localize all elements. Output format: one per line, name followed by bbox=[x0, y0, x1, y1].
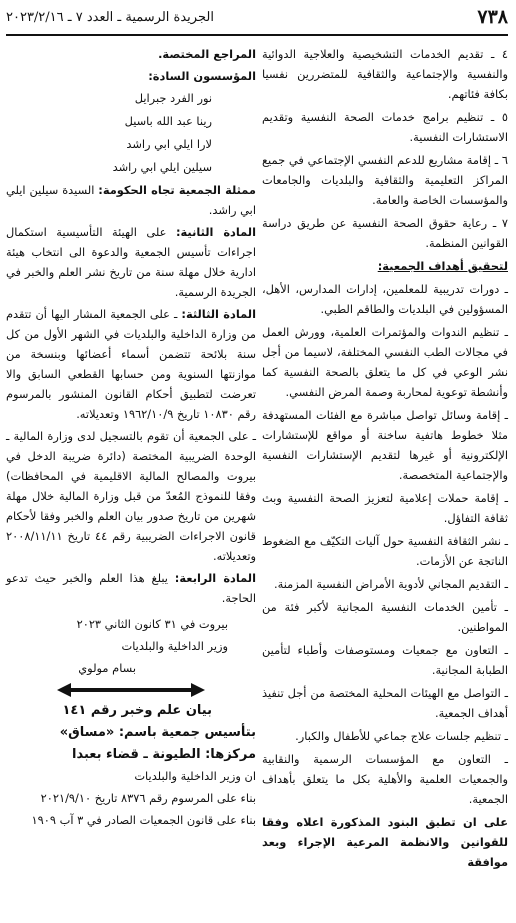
legal-basis-1: بناء على المرسوم رقم ٨٣٧٦ تاريخ ٢٠٢١/٩/١٠ bbox=[40, 791, 256, 805]
closing-paragraph: على ان تطبق البنود المذكورة اعلاه وفقا للقوانين والانظمة المرعية الإجراء وبعد موافقة bbox=[262, 815, 508, 869]
paragraph: ـ التعاون مع جمعيات ومستوصفات وأطباء لتأمين الطبابة المجانية. bbox=[262, 643, 508, 677]
article-3-text: ـ على الجمعية المشار اليها أن تتقدم من وزارة الداخلية والبلديات في الشهر الأول من كل سنة بلائحة تتضمن أسماء أعضائها وبنسخة من موازنتها السنوية ومن حسابها القطعي السابق والا تعرضت لتطبيق أحكام القانون المنشور بالمرسوم رقم ١٠٨٣٠ تاريخ ١٩٦٢/١٠/٩ وتعديلاته. bbox=[6, 307, 256, 421]
founder-name: رينا عبد الله باسيل bbox=[124, 114, 212, 128]
paragraph: ٤ ـ تقديم الخدمات التشخيصية والعلاجية الدوائية والنفسية والإجتماعية والثقافية للمتضررين نفسيا بكافة فئاتهم. bbox=[262, 47, 508, 101]
founder-name: لارا ايلي ابي راشد bbox=[126, 137, 212, 151]
header-rule bbox=[6, 34, 508, 36]
legal-basis-2: بناء على قانون الجمعيات الصادر في ٣ آب ١٩٠٩ bbox=[31, 813, 256, 827]
section-heading: لتحقيق أهداف الجمعية: bbox=[377, 259, 508, 273]
section-divider bbox=[71, 688, 191, 692]
paragraph: ٥ ـ تنظيم برامج خدمات الصحة النفسية وتقديم الاستشارات النفسية. bbox=[262, 110, 508, 144]
references-heading: المراجع المختصة. bbox=[158, 47, 256, 61]
paragraph: ـ تأمين الخدمات النفسية المجانية لأكبر فئة من المواطنين. bbox=[262, 600, 508, 634]
paragraph: ـ دورات تدريبية للمعلمين، إدارات المدارس، الأهل، المسؤولين في البلديات والطاقم الطبي. bbox=[262, 282, 508, 316]
article-4-text: يبلغ هذا العلم والخبر حيث تدعو الحاجة. bbox=[6, 571, 256, 605]
paragraph: ٦ ـ إقامة مشاريع للدعم النفسي الإجتماعي في جميع المراكز التعليمية والثقافية والبلديات والجامعات والمؤسسات الخاصة والعامة. bbox=[262, 153, 508, 207]
article-2 bbox=[6, 222, 256, 302]
paragraph: ـ التعاون مع المؤسسات الرسمية والنقابية والجمعيات العلمية والأهلية بكل ما يتعلق بأهداف الجمعية. bbox=[262, 752, 508, 806]
minister-title: وزير الداخلية والبلديات bbox=[121, 639, 228, 653]
founders-list bbox=[6, 88, 256, 178]
article-2-text: على الهيئة التأسيسية استكمال اجراءات تأسيس الجمعية والدعوة الى انتخاب هيئة ادارية خلال مهلة سنة من تاريخ نشر العلم والخبر في الجريدة الرسمية. bbox=[6, 225, 256, 299]
article-3-tax: ـ على الجمعية أن تقوم بالتسجيل لدى وزارة المالية ـ الوحدة الضريبية المختصة (دائرة ضريبة الدخل في بيروت والمصالح المالية الاقليمية في المحافظات) وفقا للنموذج المُعدّ من قبل وزارة المالية خلال مهلة شهرين من تاريخ صدور بيان العلم والخبر وفقا لأحكام قانون الاجراءات الضريبية رقم ٤٤ تاريخ ٢٠٠٨/١١/١١ وتعديلاته. bbox=[6, 429, 256, 563]
paragraph: ـ تنظيم الندوات والمؤتمرات العلمية، وورش العمل في مجالات الطب النفسي المختلفة، لاسيما من أجل نشر الوعي في كل ما يتعلق بالصحة النفسية كما وأنشطة توعوية لمحاربة وصمة المرض النفسي. bbox=[262, 325, 508, 399]
announcement-title: بيان علم وخبر رقم ١٤١ bbox=[62, 703, 212, 718]
article-2-label: المادة الثانية: bbox=[175, 225, 256, 239]
paragraph: ٧ ـ رعاية حقوق الصحة النفسية عن طريق دراسة القوانين المنظمة. bbox=[262, 216, 508, 250]
gov-rep-name: السيدة سيلين ايلي ابي راشد. bbox=[6, 183, 256, 217]
paragraph: ـ إقامة حملات إعلامية لتعزيز الصحة النفسية وبث ثقافة التفاؤل. bbox=[262, 491, 508, 525]
announcement-subject: بتأسيس جمعية باسم: «مساق» bbox=[59, 725, 256, 740]
paragraph: ـ التواصل مع الهيئات المحلية المختصة من أجل تنفيذ أهداف الجمعية. bbox=[262, 686, 508, 720]
article-3-label: المادة الثالثة: bbox=[181, 307, 256, 321]
paragraph: ـ تنظيم جلسات علاج جماعي للأطفال والكبار. bbox=[295, 729, 508, 743]
paragraph: ـ نشر الثقافة النفسية حول آليات التكيّف مع الضغوط الناتجة عن الأزمات. bbox=[262, 534, 508, 568]
article-4 bbox=[6, 568, 256, 608]
page-header bbox=[6, 6, 508, 32]
gov-representative bbox=[6, 180, 256, 220]
announcement-location: مركزها: الطيونة ـ قضاء بعبدا bbox=[72, 747, 256, 762]
right-column bbox=[262, 44, 508, 875]
article-4-label: المادة الرابعة: bbox=[174, 571, 256, 585]
issuer-line: ان وزير الداخلية والبلديات bbox=[134, 769, 256, 783]
gov-rep-label: ممثلة الجمعية تجاه الحكومة: bbox=[98, 183, 256, 197]
paragraph: ـ إقامة وسائل تواصل مباشرة مع الفئات المستهدفة مثلا خطوط هاتفية ساخنة أو مواقع للإستشارات الإلكترونية أو غيرها لتقديم الإستشارات النفسية والإجتماعية المتخصصة. bbox=[262, 408, 508, 482]
page-number: ٧٣٨ bbox=[477, 6, 508, 28]
gazette-title: الجريدة الرسمية ـ العدد ٧ ـ ٢٠٢٣/٢/١٦ bbox=[6, 10, 214, 25]
left-column bbox=[6, 44, 256, 832]
issue-date: بيروت في ٣١ كانون الثاني ٢٠٢٣ bbox=[76, 617, 228, 631]
founder-name: نور الفرد جبرايل bbox=[134, 91, 212, 105]
article-3 bbox=[6, 304, 256, 424]
paragraph: ـ التقديم المجاني لأدوية الأمراض النفسية المزمنة. bbox=[274, 577, 508, 591]
founder-name: سيلين ايلي ابي راشد bbox=[112, 160, 212, 174]
minister-name: بسام مولوي bbox=[78, 661, 136, 675]
founders-heading: المؤسسون السادة: bbox=[148, 69, 256, 83]
